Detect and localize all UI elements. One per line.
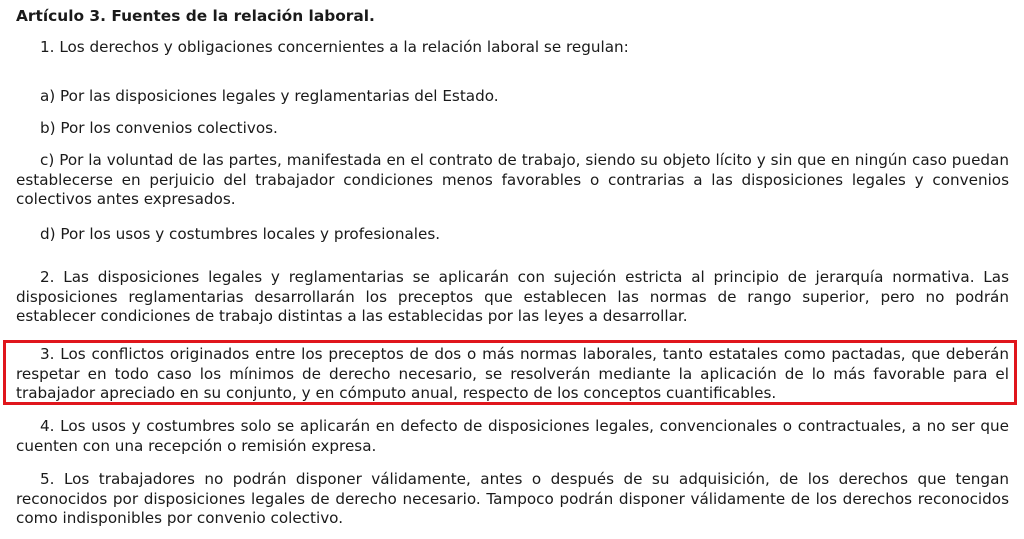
highlight-box [3, 340, 1017, 405]
article-title: Artículo 3. Fuentes de la relación laboral. [16, 7, 375, 25]
paragraph-1a: a) Por las disposiciones legales y reglamentarias del Estado. [40, 87, 499, 105]
paragraph-3: 3. Los conflictos originados entre los preceptos de dos o más normas laborales, tanto estatales como pactadas, que deberán respetar en todo caso los mínimos de derecho necesario, se resolverán mediante la aplicación de lo más favorable para el trabajador apreciado en su conjunto, y en cómputo anual, respecto de los conceptos cuantificables. [16, 345, 1009, 402]
paragraph-1: 1. Los derechos y obligaciones concernientes a la relación laboral se regulan: [40, 38, 629, 56]
paragraph-4: 4. Los usos y costumbres solo se aplicarán en defecto de disposiciones legales, convencionales o contractuales, a no ser que cuenten con una recepción o remisión expresa. [16, 417, 1009, 455]
paragraph-5: 5. Los trabajadores no podrán disponer válidamente, antes o después de su adquisición, de los derechos que tengan reconocidos por disposiciones legales de derecho necesario. Tampoco podrán disponer válidamente de los derechos reconocidos como indisponibles por convenio colectivo. [16, 470, 1009, 527]
paragraph-2: 2. Las disposiciones legales y reglamentarias se aplicarán con sujeción estricta al principio de jerarquía normativa. Las disposiciones reglamentarias desarrollarán los preceptos que establecen las normas de rango superior, pero no podrán establecer condiciones de trabajo distintas a las establecidas por las leyes a desarrollar. [16, 268, 1009, 325]
paragraph-1b: b) Por los convenios colectivos. [40, 119, 278, 137]
paragraph-1d: d) Por los usos y costumbres locales y profesionales. [40, 225, 441, 243]
paragraph-1c: c) Por la voluntad de las partes, manifestada en el contrato de trabajo, siendo su objeto lícito y sin que en ningún caso puedan establecerse en perjuicio del trabajador condiciones menos favorables o contrarias a las disposiciones legales y convenios colectivos antes expresados. [16, 151, 1009, 208]
